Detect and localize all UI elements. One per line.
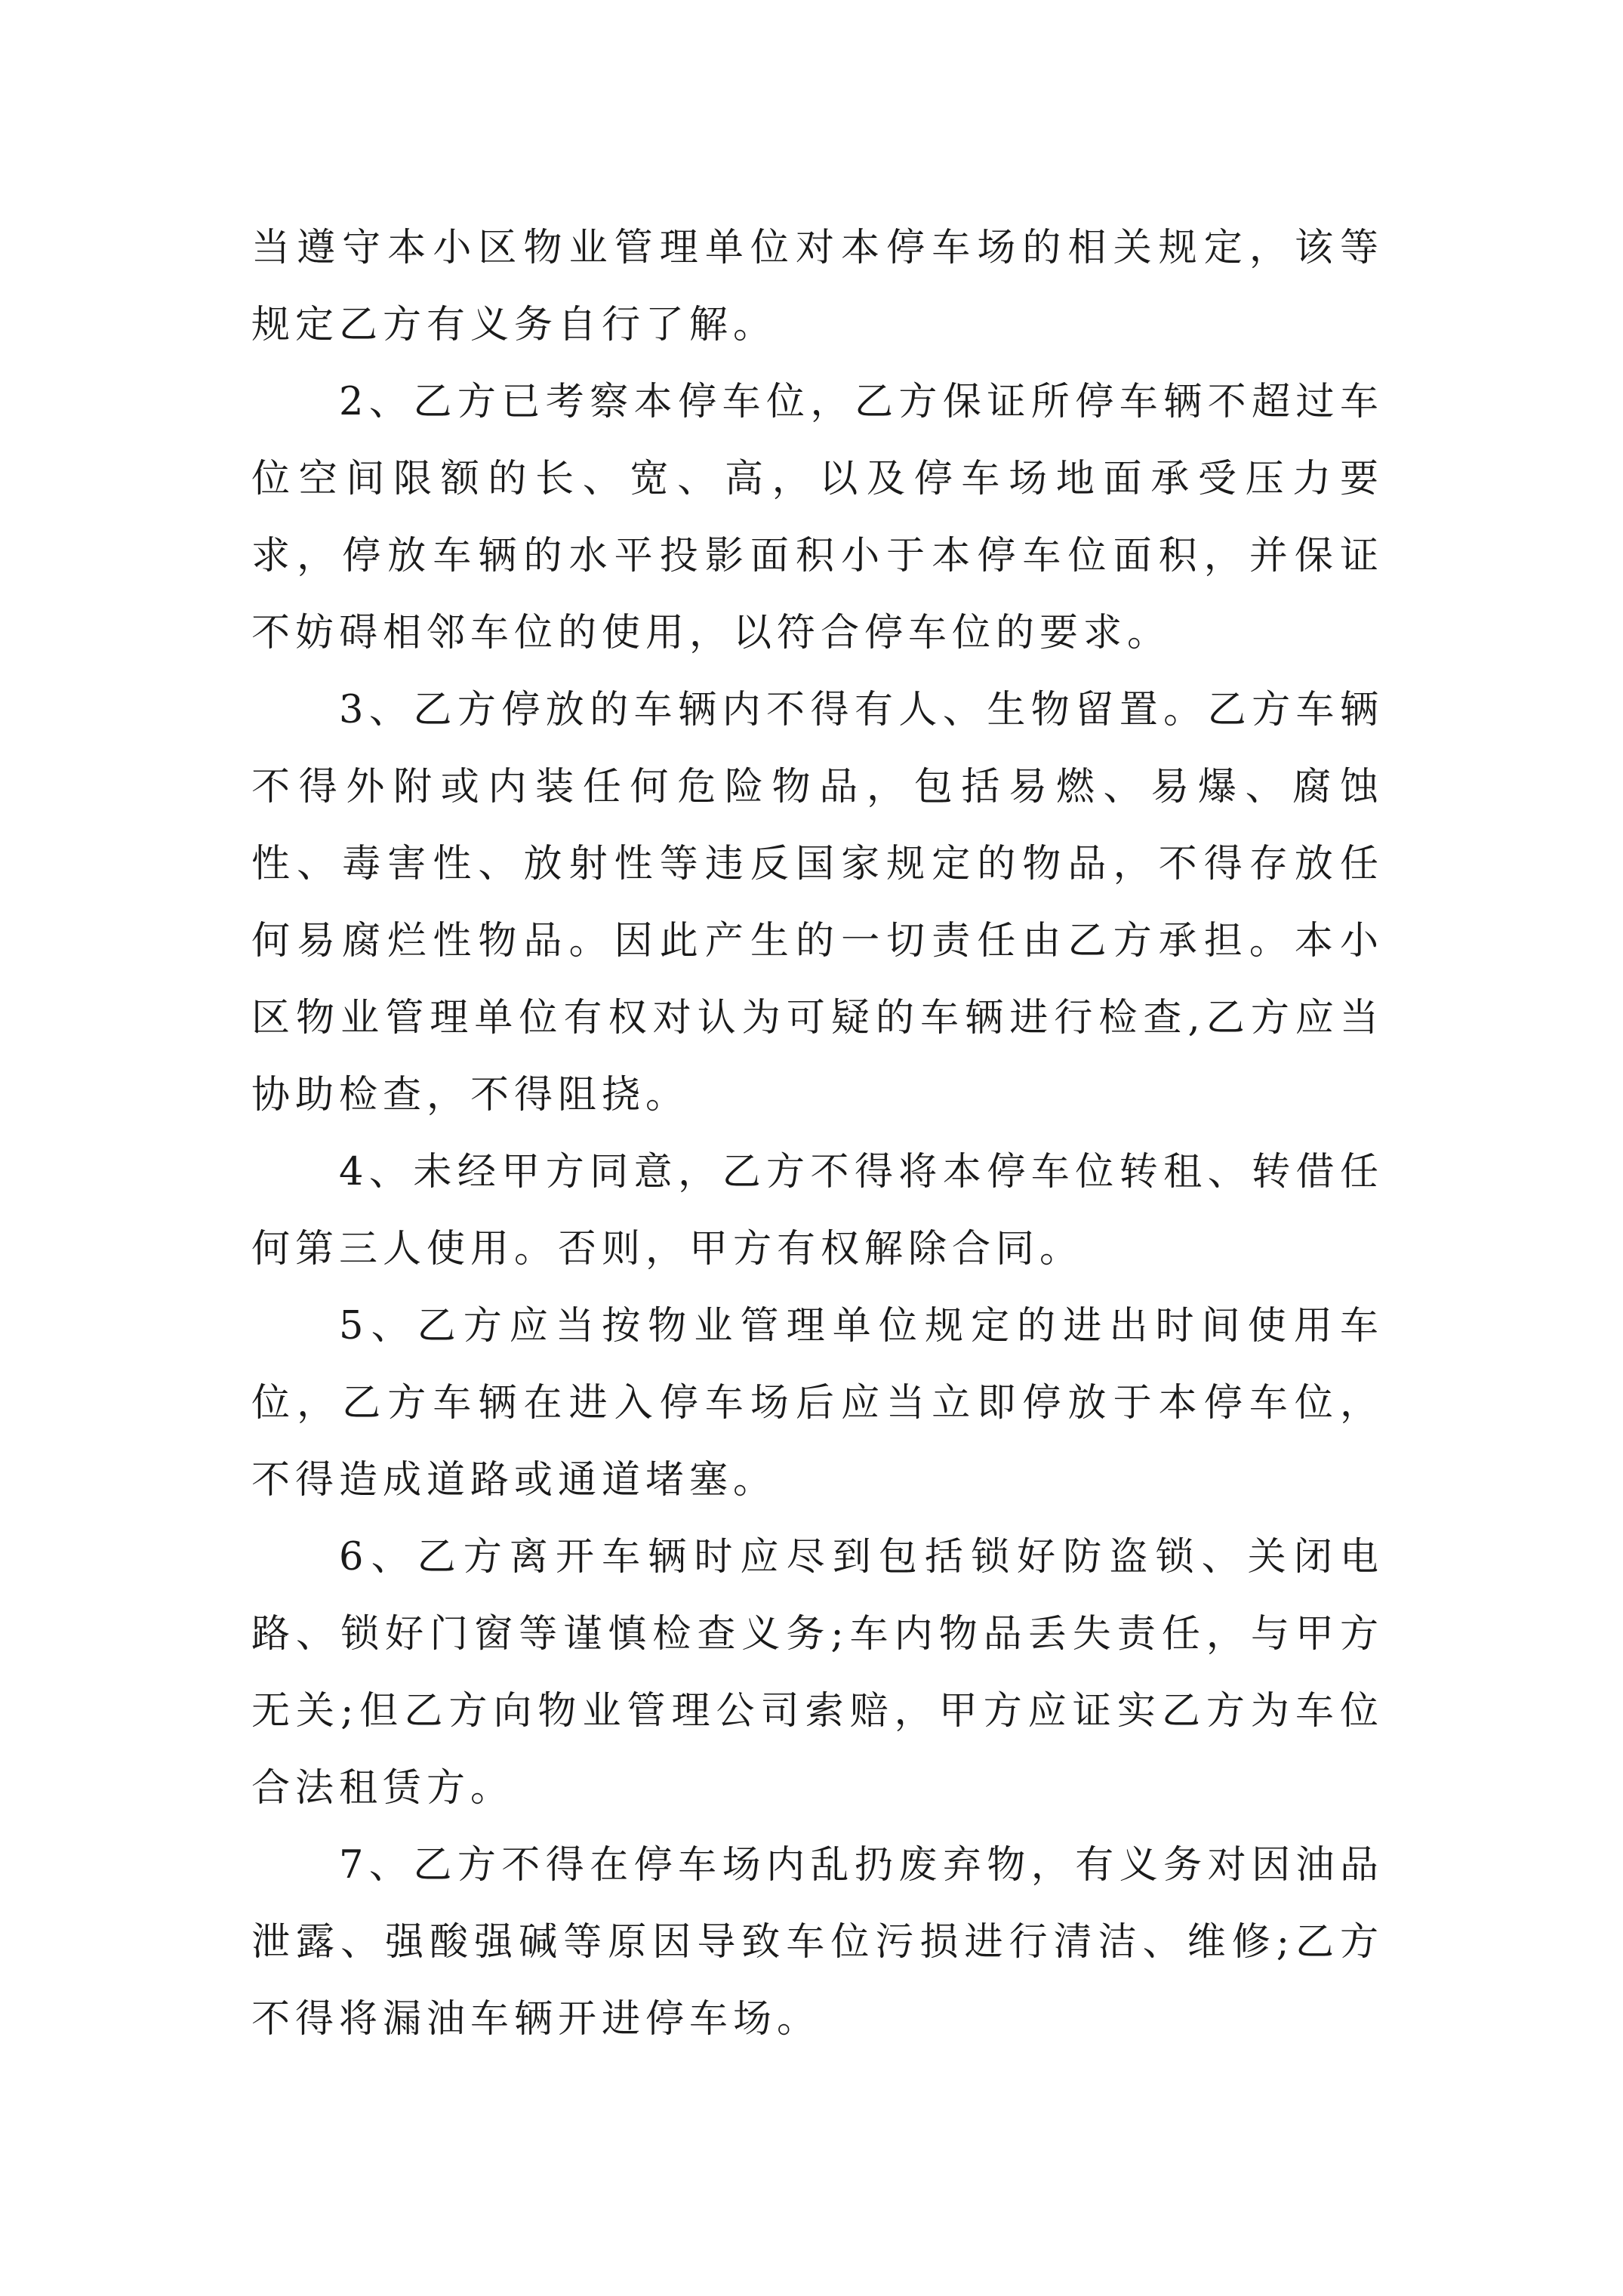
paragraph-clause-7: 7、乙方不得在停车场内乱扔废弃物，有义务对因油品泄露、强酸强碱等原因导致车位污损进行清洁、维修;乙方不得将漏油车辆开进停车场。: [251, 1843, 1384, 2042]
paragraph-clause-2: 2、乙方已考察本停车位，乙方保证所停车辆不超过车位空间限额的长、宽、高，以及停车场地面承受压力要求，停放车辆的水平投影面积小于本停车位面积，并保证不妨碍相邻车位的使用，以符合停车位的要求。: [251, 380, 1384, 655]
document-body: [251, 210, 1384, 2058]
paragraph-clause-4: 4、未经甲方同意，乙方不得将本停车位转租、转借任何第三人使用。否则，甲方有权解除合同。: [251, 1150, 1384, 1271]
paragraph-continuation: 当遵守本小区物业管理单位对本停车场的相关规定，该等规定乙方有义务自行了解。: [251, 226, 1384, 347]
paragraph-clause-5: 5、乙方应当按物业管理单位规定的进出时间使用车位，乙方车辆在进入停车场后应当立即停放于本停车位，不得造成道路或通道堵塞。: [251, 1304, 1384, 1502]
paragraph-clause-6: 6、乙方离开车辆时应尽到包括锁好防盗锁、关闭电路、锁好门窗等谨慎检查义务;车内物品丢失责任，与甲方无关;但乙方向物业管理公司索赔，甲方应证实乙方为车位合法租赁方。: [251, 1535, 1384, 1811]
paragraph-clause-3: 3、乙方停放的车辆内不得有人、生物留置。乙方车辆不得外附或内装任何危险物品，包括易燃、易爆、腐蚀性、毒害性、放射性等违反国家规定的物品，不得存放任何易腐烂性物品。因此产生的一切责任由乙方承担。本小区物业管理单位有权对认为可疑的车辆进行检查,乙方应当协助检查，不得阻挠。: [251, 688, 1384, 1117]
